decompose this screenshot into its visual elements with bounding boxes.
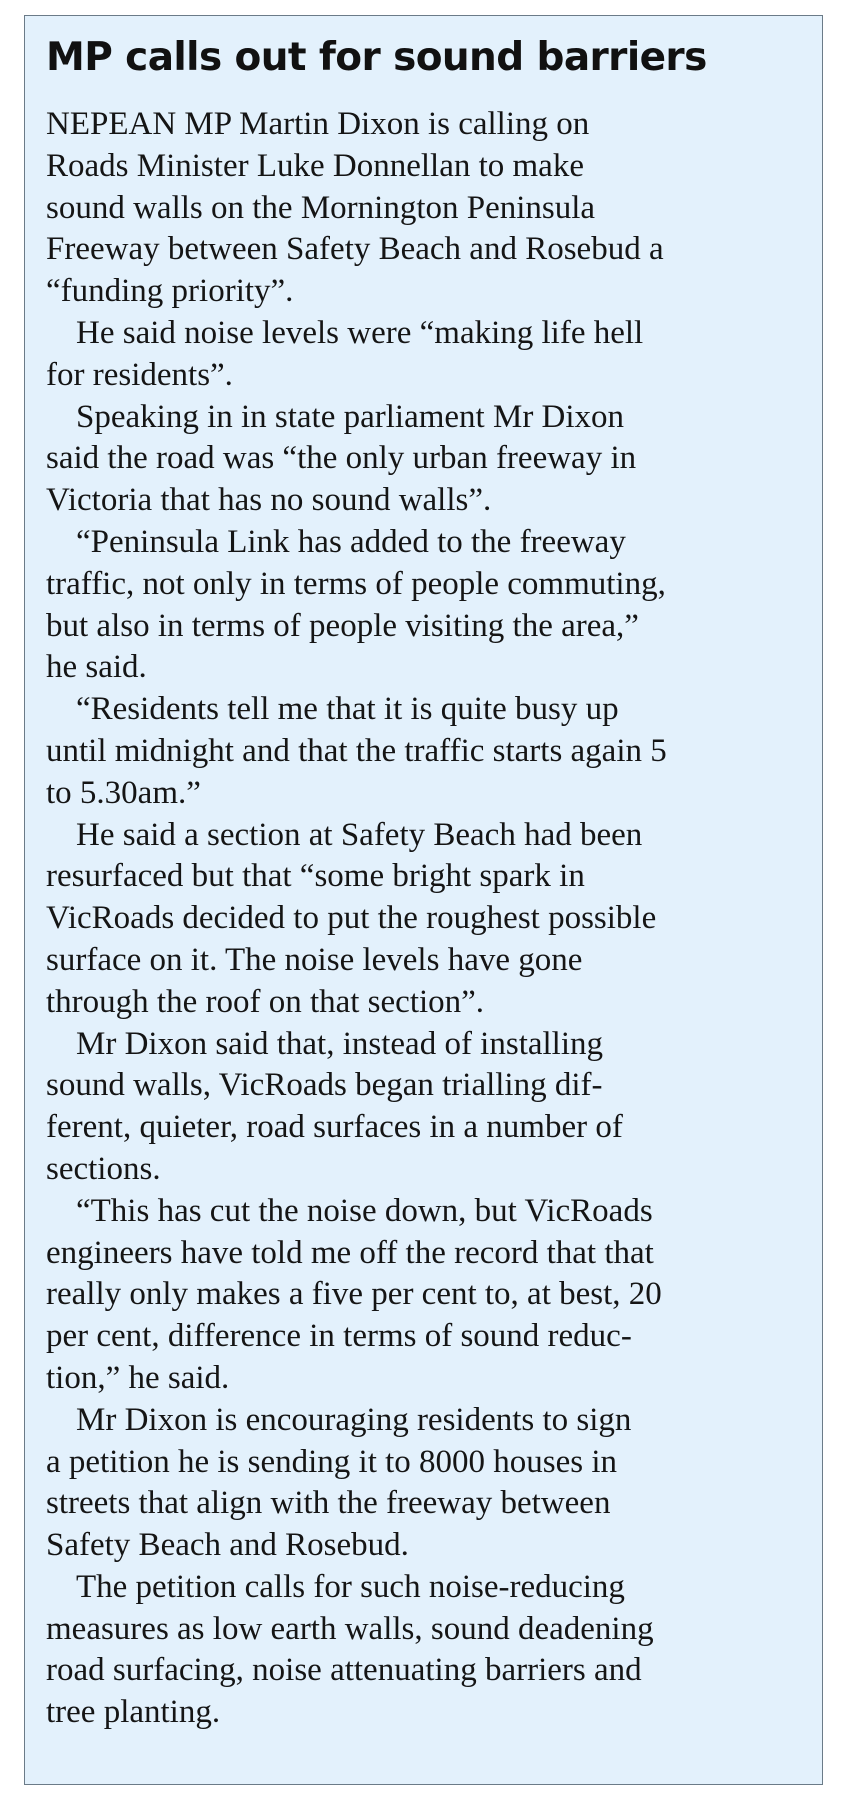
article-paragraph [46,1024,790,1191]
article-paragraph [46,815,790,1024]
text-line: per cent, difference in terms of sound reduc- [46,1318,632,1355]
text-line: “This has cut the noise down, but VicRoads [76,1192,653,1229]
text-line: “Peninsula Link has added to the freeway [76,523,626,560]
text-line: NEPEAN MP Martin Dixon is calling on [46,106,590,142]
text-line: to 5.30am.” [46,774,201,811]
text-line: measures as low earth walls, sound deadening [46,1610,654,1647]
text-line: for residents”. [46,356,233,393]
text-line: The petition calls for such noise-reducing [76,1568,625,1605]
text-line: “Residents tell me that it is quite busy up [76,691,619,728]
text-line: sections. [46,1150,161,1187]
text-line: sound walls, VicRoads began trialling dif- [46,1067,603,1104]
text-line: He said noise levels were “making life hell [76,314,644,351]
text-line: through the roof on that section”. [46,983,485,1020]
text-line: He said a section at Safety Beach had been [76,816,643,853]
text-line: tree planting. [46,1694,221,1731]
text-line: he said. [46,649,147,686]
text-line: tion,” he said. [46,1359,230,1396]
text-line: traffic, not only in terms of people commuting, [46,565,666,602]
article-paragraph [46,104,790,313]
text-line: really only makes a five per cent to, at best, 20 [46,1276,662,1313]
text-line: until midnight and that the traffic starts again 5 [46,732,667,769]
text-line: VicRoads decided to put the roughest possible [46,900,657,937]
article-paragraph [46,397,790,522]
text-line: Speaking in in state parliament Mr Dixon [76,398,625,435]
text-line: engineers have told me off the record that that [46,1234,654,1271]
article-paragraph [46,1567,790,1734]
text-line: a petition he is sending it to 8000 houses in [46,1443,618,1480]
article-paragraph [46,1400,790,1567]
text-line: road surfacing, noise attenuating barriers and [46,1652,642,1689]
text-line: surface on it. The noise levels have gone [46,941,583,978]
text-line: said the road was “the only urban freeway in [46,440,637,477]
text-line: but also in terms of people visiting the area,” [46,607,639,644]
text-line: Freeway between Safety Beach and Rosebud a [46,231,664,268]
article-paragraph [46,313,790,397]
text-line: Victoria that has no sound walls”. [46,482,492,519]
text-line: ferent, quieter, road surfaces in a number of [46,1109,623,1146]
text-line: Roads Minister Luke Donnellan to make [46,147,584,184]
article-paragraph [46,1191,790,1400]
article-paragraph [46,689,790,814]
text-line: streets that align with the freeway between [46,1485,611,1522]
text-line: sound walls on the Mornington Peninsula [46,189,596,226]
text-line: Mr Dixon said that, instead of installing [76,1025,604,1062]
text-line: Safety Beach and Rosebud. [46,1527,409,1564]
article-paragraph [46,522,790,689]
text-line: Mr Dixon is encouraging residents to sign [76,1401,632,1438]
text-line: “funding priority”. [46,273,294,310]
article-headline: MP calls out for sound barriers [46,35,707,80]
text-line: resurfaced but that “some bright spark in [46,858,585,895]
article-body [46,104,790,1734]
